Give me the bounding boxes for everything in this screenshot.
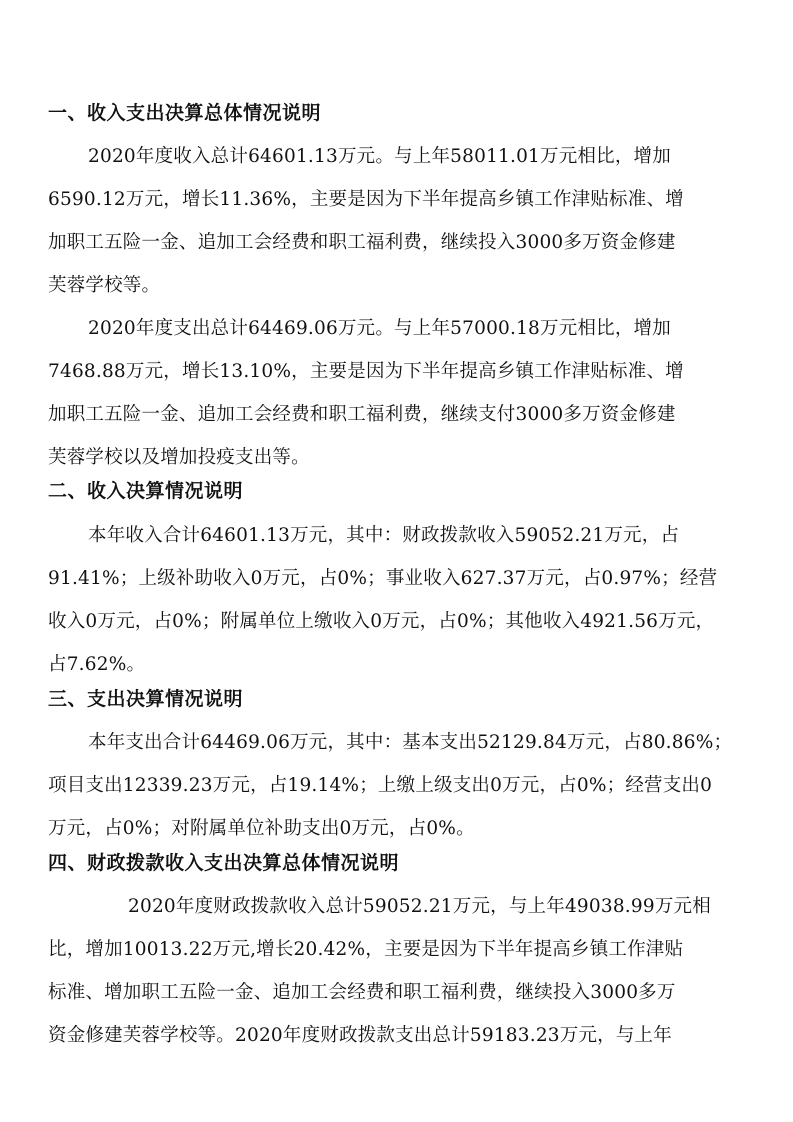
paragraph-line: 加职工五险一金、追加工会经费和职工福利费，继续投入3000多万资金修建 [48, 232, 676, 253]
paragraph-line: 占7.62%。 [48, 654, 146, 675]
paragraph-line: 本年支出合计64469.06万元，其中：基本支出52129.84万元，占80.86%； [88, 732, 733, 753]
paragraph-line: 7468.88万元，增长13.10%，主要是因为下半年提高乡镇工作津贴标准、增 [48, 361, 684, 382]
paragraph-line: 标准、增加职工五险一金、追加工会经费和职工福利费，继续投入3000多万 [48, 982, 676, 1003]
paragraph-line: 6590.12万元，增长11.36%，主要是因为下半年提高乡镇工作津贴标准、增 [48, 189, 684, 210]
section-heading-1: 一、收入支出决算总体情况说明 [48, 102, 322, 124]
paragraph-line: 本年收入合计64601.13万元，其中：财政拨款收入59052.21万元，占 [88, 525, 680, 546]
paragraph-line: 比，增加10013.22万元,增长20.42%，主要是因为下半年提高乡镇工作津贴 [48, 939, 684, 960]
paragraph-line: 项目支出12339.23万元，占19.14%；上缴上级支出0万元，占0%；经营支出0 [48, 775, 713, 796]
paragraph-line: 2020年度收入总计64601.13万元。与上年58011.01万元相比，增加 [88, 146, 671, 167]
paragraph-line: 收入0万元，占0%；附属单位上缴收入0万元，占0%；其他收入4921.56万元， [48, 611, 715, 632]
paragraph-line: 91.41%；上级补助收入0万元，占0%；事业收入627.37万元，占0.97%；经营 [48, 568, 718, 589]
paragraph-line: 芙蓉学校以及增加投疫支出等。 [48, 447, 310, 468]
paragraph-line: 2020年度支出总计64469.06万元。与上年57000.18万元相比，增加 [88, 318, 671, 339]
paragraph-line: 万元，占0%；对附属单位补助支出0万元，占0%。 [48, 818, 475, 839]
section-heading-3: 三、支出决算情况说明 [48, 688, 244, 710]
section-heading-2: 二、收入决算情况说明 [48, 480, 244, 502]
paragraph-line: 2020年度财政拨款收入总计59052.21万元，与上年49038.99万元相 [128, 896, 711, 917]
section-heading-4: 四、财政拨款收入支出决算总体情况说明 [48, 852, 400, 874]
paragraph-line: 加职工五险一金、追加工会经费和职工福利费，继续支付3000多万资金修建 [48, 404, 676, 425]
paragraph-line: 芙蓉学校等。 [48, 275, 161, 296]
paragraph-line: 资金修建芙蓉学校等。2020年度财政拨款支出总计59183.23万元，与上年 [48, 1025, 672, 1046]
